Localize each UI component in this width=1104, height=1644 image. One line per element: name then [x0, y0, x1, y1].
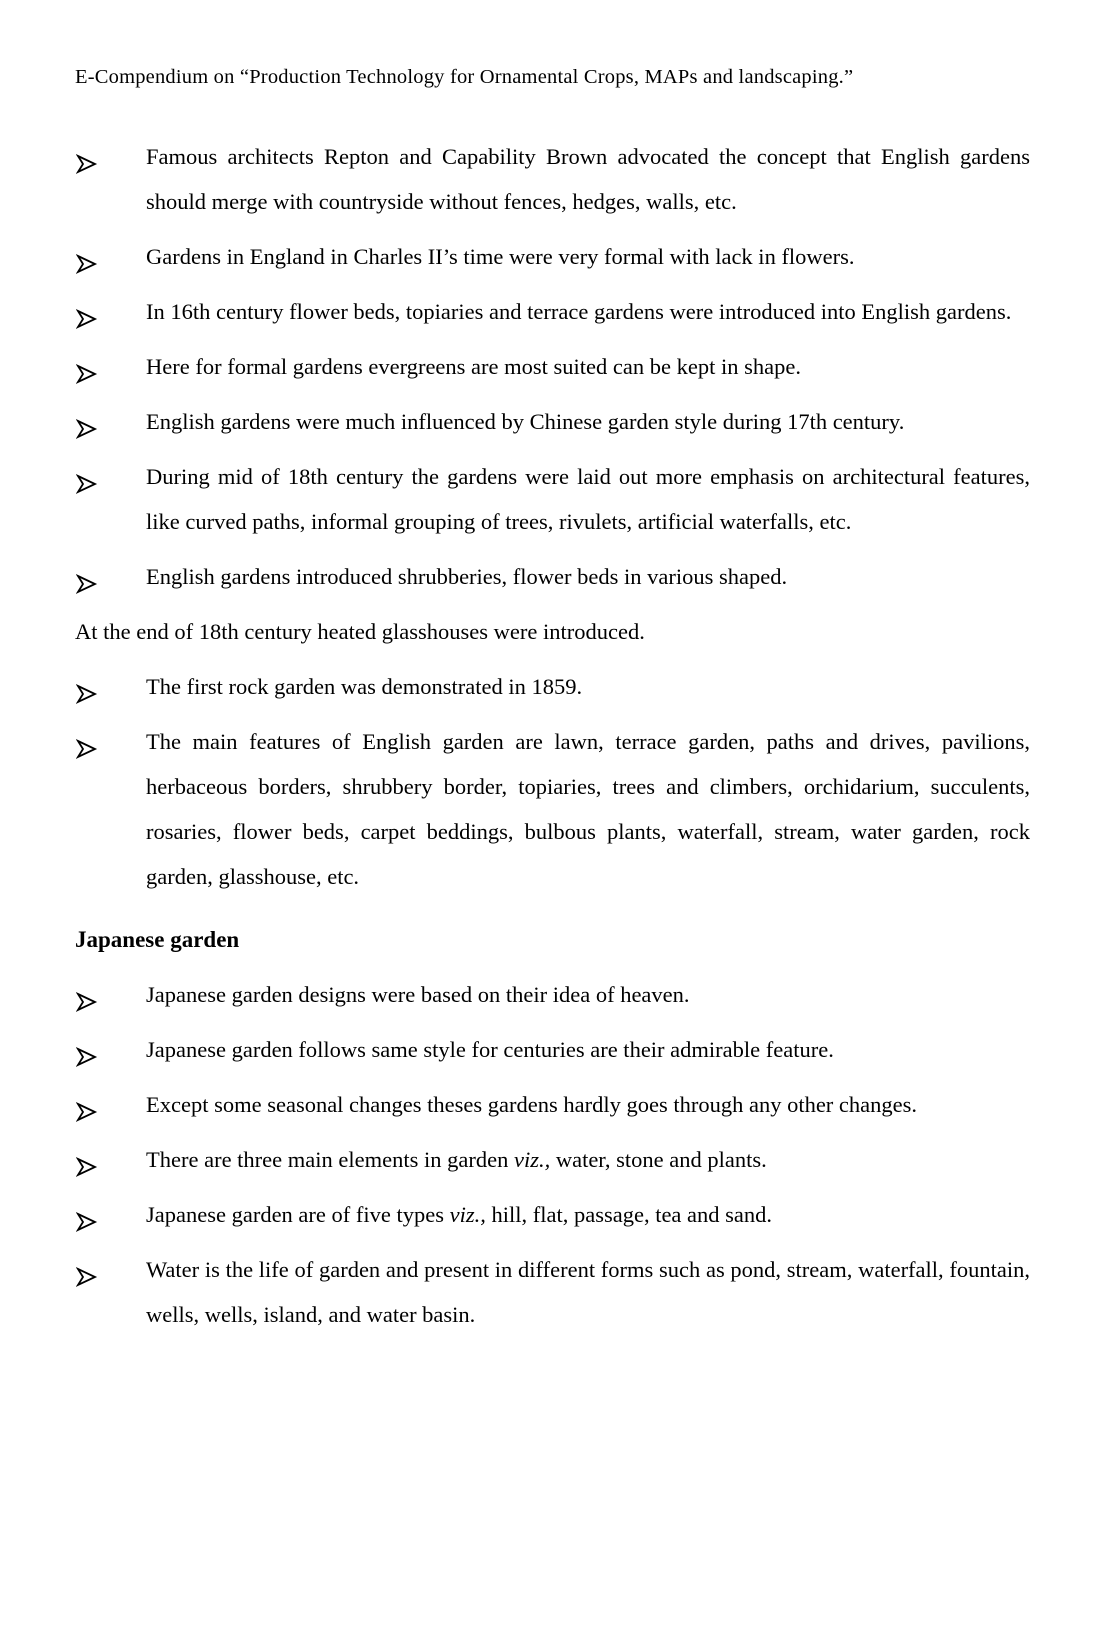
bullet-item [75, 719, 1030, 899]
bullet-item [75, 134, 1030, 224]
bullet-item [75, 664, 1030, 709]
italic-text: viz., [513, 1147, 551, 1172]
bullet-item [75, 554, 1030, 599]
block-text: English gardens were much influenced by Chinese garden style during 17th century. [146, 409, 905, 434]
heading-text: Japanese garden [75, 927, 240, 952]
block-text: Famous architects Repton and Capability Brown advocated the concept that English gardens should merge with countryside without fences, hedges, walls, etc. [146, 144, 1030, 214]
bullet-item [75, 234, 1030, 279]
document-content [75, 134, 1030, 1337]
bullet-item [75, 1247, 1030, 1337]
arrow-bullet-icon [76, 1093, 98, 1115]
body-paragraph [75, 609, 1030, 654]
block-text: At the end of 18th century heated glasshouses were introduced. [75, 619, 645, 644]
italic-text: viz., [449, 1202, 486, 1227]
block-text: The first rock garden was demonstrated in 1859. [146, 674, 583, 699]
block-text: The main features of English garden are lawn, terrace garden, paths and drives, pavilions, herbaceous borders, shrubbery border, topiaries, trees and climbers, orchidarium, succulents, rosaries, flower beds, carpet beddings, bulbous plants, waterfall, stream, water garden, rock garden, glasshouse, etc. [146, 729, 1030, 889]
bullet-item [75, 1192, 1030, 1237]
bullet-text: hill, flat, passage, tea and sand. [485, 1202, 773, 1227]
bullet-item [75, 1027, 1030, 1072]
bullet-item [75, 399, 1030, 444]
arrow-bullet-icon [76, 1038, 98, 1060]
bullet-item [75, 972, 1030, 1017]
block-text: During mid of 18th century the gardens were laid out more emphasis on architectural features, like curved paths, informal grouping of trees, rivulets, artificial waterfalls, etc. [146, 464, 1030, 534]
bullet-text: Japanese garden are of five types [146, 1202, 450, 1227]
bullet-item [75, 289, 1030, 334]
arrow-bullet-icon [76, 355, 98, 377]
bullet-item [75, 344, 1030, 389]
arrow-bullet-icon [76, 730, 98, 752]
page-header: E-Compendium on “Production Technology for Ornamental Crops, MAPs and landscaping.” [75, 66, 854, 88]
section-heading [75, 917, 1030, 962]
block-text: Except some seasonal changes theses gardens hardly goes through any other changes. [146, 1092, 918, 1117]
arrow-bullet-icon [76, 410, 98, 432]
block-text: Japanese garden designs were based on their idea of heaven. [146, 982, 690, 1007]
arrow-bullet-icon [76, 300, 98, 322]
arrow-bullet-icon [76, 145, 98, 167]
arrow-bullet-icon [76, 675, 98, 697]
block-text: Water is the life of garden and present in different forms such as pond, stream, waterfall, fountain, wells, wells, island, and water basin. [146, 1257, 1030, 1327]
bullet-text: water, stone and plants. [550, 1147, 767, 1172]
bullet-item [75, 1137, 1030, 1182]
arrow-bullet-icon [76, 1148, 98, 1170]
arrow-bullet-icon [76, 1258, 98, 1280]
block-text: Here for formal gardens evergreens are most suited can be kept in shape. [146, 354, 801, 379]
arrow-bullet-icon [76, 983, 98, 1005]
arrow-bullet-icon [76, 465, 98, 487]
arrow-bullet-icon [76, 245, 98, 267]
bullet-text: There are three main elements in garden [146, 1147, 514, 1172]
block-text: In 16th century flower beds, topiaries and terrace gardens were introduced into English gardens. [146, 299, 1012, 324]
bullet-item [75, 454, 1030, 544]
arrow-bullet-icon [76, 565, 98, 587]
block-text: Japanese garden follows same style for centuries are their admirable feature. [146, 1037, 834, 1062]
block-text: Gardens in England in Charles II’s time were very formal with lack in flowers. [146, 244, 855, 269]
bullet-item [75, 1082, 1030, 1127]
arrow-bullet-icon [76, 1203, 98, 1225]
block-text: English gardens introduced shrubberies, flower beds in various shaped. [146, 564, 788, 589]
